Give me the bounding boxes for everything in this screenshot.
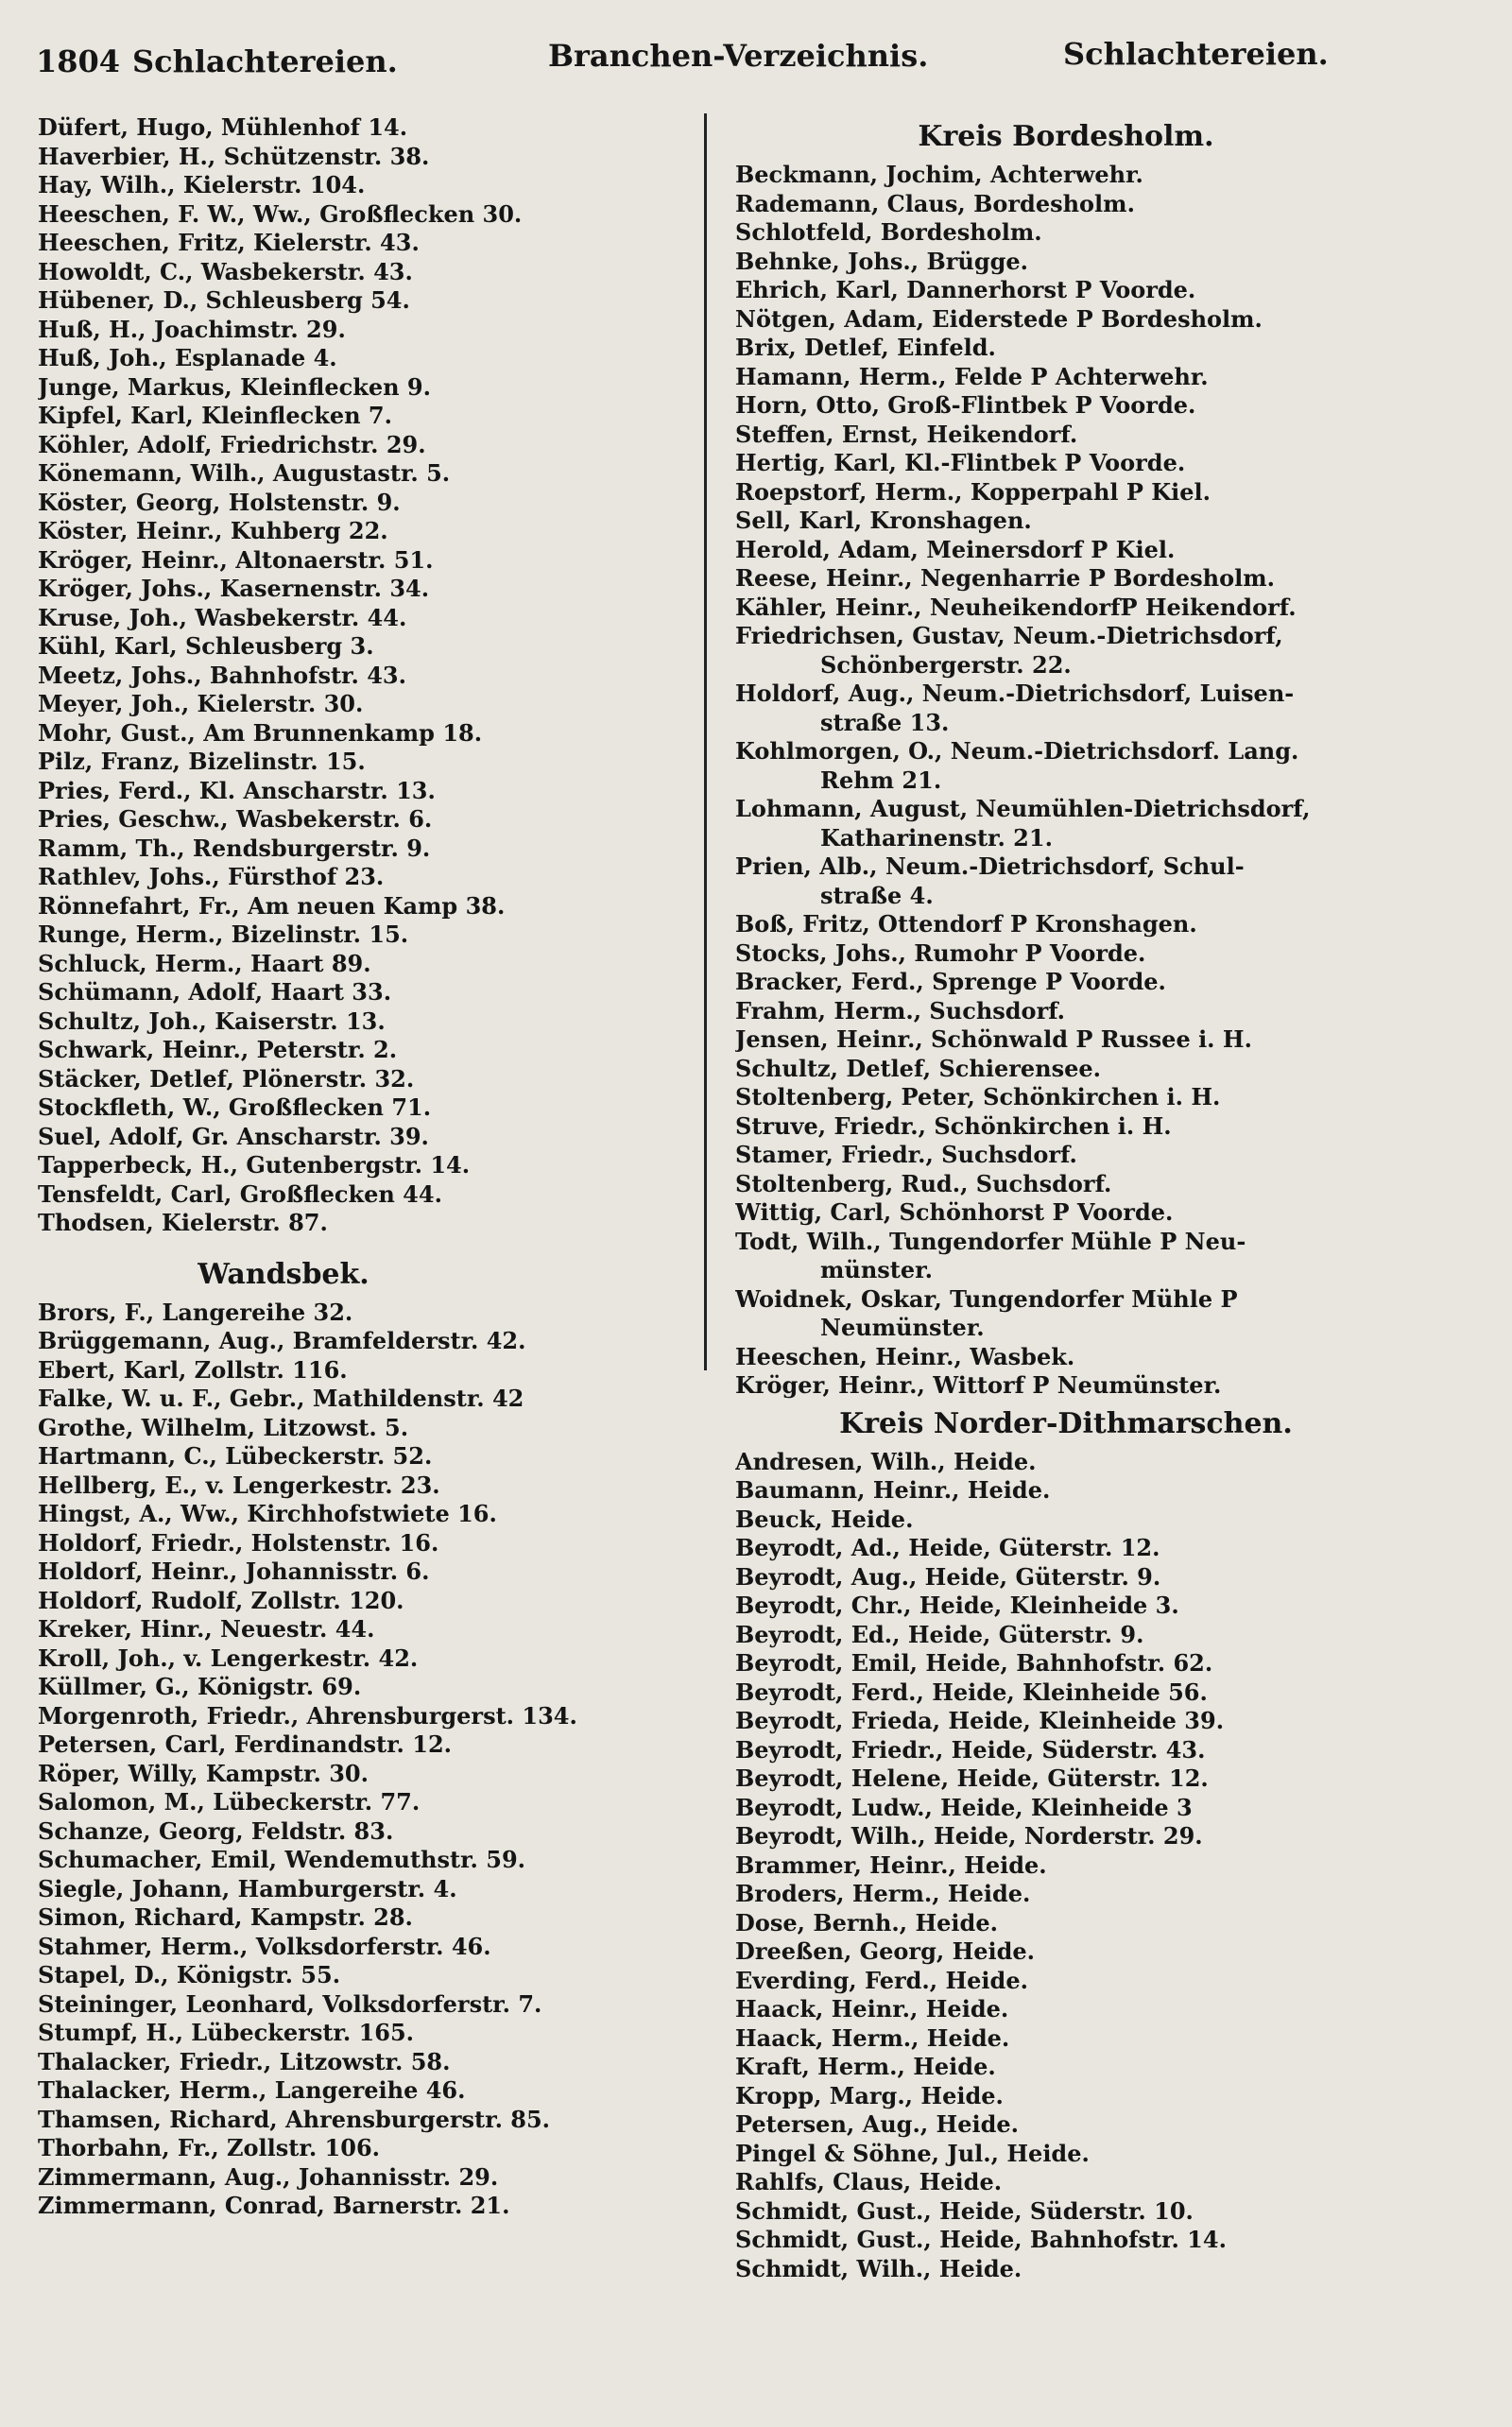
directory-entry: Beyrodt, Emil, Heide, Bahnhofstr. 62. — [735, 1649, 1213, 1677]
directory-entry: Andresen, Wilh., Heide. — [735, 1447, 1037, 1475]
directory-entry: Holdorf, Friedr., Holstenstr. 16. — [38, 1528, 439, 1557]
directory-entry: Rahlfs, Claus, Heide. — [735, 2168, 1003, 2195]
directory-entry: Köster, Georg, Holstenstr. 9. — [38, 488, 401, 516]
directory-entry: Haack, Heinr., Heide. — [735, 1995, 1009, 2022]
directory-entry: Zimmermann, Aug., Johannisstr. 29. — [38, 2162, 499, 2191]
directory-entry: Schmidt, Wilh., Heide. — [735, 2254, 1022, 2282]
directory-entry: Köster, Heinr., Kuhberg 22. — [38, 517, 388, 544]
directory-entry: Pingel & Söhne, Jul., Heide. — [735, 2139, 1090, 2167]
directory-entry: Reese, Heinr., Negenharrie P Bordesholm. — [735, 564, 1275, 592]
directory-entry: Grothe, Wilhelm, Litzowst. 5. — [38, 1413, 409, 1441]
directory-entry: Falke, W. u. F., Gebr., Mathildenstr. 42 — [38, 1385, 524, 1412]
directory-entry: Schanze, Georg, Feldstr. 83. — [38, 1816, 394, 1845]
directory-entry: Prien, Alb., Neum.-Dietrichsdorf, Schul- — [735, 852, 1245, 880]
directory-entry: Beyrodt, Friedr., Heide, Süderstr. 43. — [735, 1735, 1206, 1764]
directory-entry: Stapel, D., Königstr. 55. — [38, 1961, 341, 1988]
directory-entry: Beyrodt, Ad., Heide, Güterstr. 12. — [735, 1534, 1160, 1561]
directory-entry: Meyer, Joh., Kielerstr. 30. — [38, 690, 364, 717]
directory-entry: Kohlmorgen, O., Neum.-Dietrichsdorf. Lang. — [735, 737, 1299, 765]
directory-entry: Kroll, Joh., v. Lengerkestr. 42. — [38, 1644, 419, 1672]
directory-entry: Stamer, Friedr., Suchsdorf. — [735, 1141, 1077, 1168]
page-number: 1804 — [36, 43, 121, 79]
left-entry-list — [38, 113, 699, 1238]
directory-entry: Tensfeldt, Carl, Großflecken 44. — [38, 1179, 442, 1208]
header-right-title: Schlachtereien. — [1063, 36, 1329, 72]
directory-entry: Meetz, Johs., Bahnhofstr. 43. — [38, 661, 406, 689]
directory-entry: Behnke, Johs., Brügge. — [735, 247, 1029, 275]
directory-entry: Brüggemann, Aug., Bramfelderstr. 42. — [38, 1327, 526, 1354]
directory-entry: Beyrodt, Wilh., Heide, Norderstr. 29. — [735, 1822, 1203, 1850]
directory-entry: Kreker, Hinr., Neuestr. 44. — [38, 1615, 375, 1643]
directory-entry: Petersen, Aug., Heide. — [735, 2110, 1019, 2138]
directory-entry: Broders, Herm., Heide. — [735, 1880, 1031, 1907]
directory-entry: Beyrodt, Ed., Heide, Güterstr. 9. — [735, 1620, 1144, 1648]
directory-entry: Kühl, Karl, Schleusberg 3. — [38, 632, 374, 660]
directory-entry: Tapperbeck, H., Gutenbergstr. 14. — [38, 1151, 471, 1179]
directory-entry: Düfert, Hugo, Mühlenhof 14. — [38, 113, 408, 141]
directory-entry: Huß, H., Joachimstr. 29. — [38, 315, 346, 343]
directory-entry: Stumpf, H., Lübeckerstr. 165. — [38, 2019, 415, 2046]
directory-entry: Roepstorf, Herm., Kopperpahl P Kiel. — [735, 477, 1211, 506]
directory-entry: Everding, Ferd., Heide. — [735, 1966, 1028, 1994]
entry-continuation: münster. — [820, 1256, 933, 1283]
directory-entry: Schwark, Heinr., Peterstr. 2. — [38, 1036, 398, 1063]
directory-entry: Mohr, Gust., Am Brunnenkamp 18. — [38, 718, 483, 747]
directory-entry: Struve, Friedr., Schönkirchen i. H. — [735, 1111, 1172, 1140]
directory-entry: Dose, Bernh., Heide. — [735, 1908, 998, 1936]
header-left-title: Schlachtereien. — [132, 43, 398, 79]
directory-entry: Steffen, Ernst, Heikendorf. — [735, 420, 1078, 448]
directory-entry: Nötgen, Adam, Eiderstede P Bordesholm. — [735, 304, 1263, 333]
directory-entry: Junge, Markus, Kleinflecken 9. — [38, 372, 431, 401]
directory-entry: Schmidt, Gust., Heide, Bahnhofstr. 14. — [735, 2226, 1227, 2253]
directory-entry: Pilz, Franz, Bizelinstr. 15. — [38, 748, 366, 775]
left-column — [38, 113, 699, 2221]
directory-entry: Stoltenberg, Rud., Suchsdorf. — [735, 1169, 1112, 1197]
directory-entry: Pries, Geschw., Wasbekerstr. 6. — [38, 805, 433, 833]
directory-entry: Heeschen, Heinr., Wasbek. — [735, 1342, 1075, 1370]
directory-entry: Schultz, Detlef, Schierensee. — [735, 1054, 1101, 1082]
directory-entry: Brors, F., Langereihe 32. — [38, 1298, 353, 1326]
directory-entry: Könemann, Wilh., Augustastr. 5. — [38, 459, 451, 487]
directory-entry: Brammer, Heinr., Heide. — [735, 1850, 1047, 1879]
directory-entry: Beyrodt, Helene, Heide, Güterstr. 12. — [735, 1764, 1209, 1792]
directory-entry: Hamann, Herm., Felde P Achterwehr. — [735, 362, 1209, 390]
directory-entry: Rademann, Claus, Bordesholm. — [735, 189, 1135, 217]
section-title-wandsbek: Wandsbek. — [198, 1257, 369, 1291]
directory-entry: Schumacher, Emil, Wendemuthstr. 59. — [38, 1846, 526, 1873]
directory-entry: Rönnefahrt, Fr., Am neuen Kamp 38. — [38, 891, 506, 920]
directory-entry: Kröger, Johs., Kasernenstr. 34. — [38, 575, 430, 602]
directory-entry: Holdorf, Heinr., Johannisstr. 6. — [38, 1558, 430, 1585]
directory-entry: Schümann, Adolf, Haart 33. — [38, 978, 392, 1006]
section-title-kreis-norder-dithmarschen: Kreis Norder-Dithmarschen. — [839, 1406, 1293, 1440]
entry-continuation: straße 13. — [820, 708, 950, 736]
directory-entry: Simon, Richard, Kampstr. 28. — [38, 1903, 413, 1931]
entry-continuation: Schönbergerstr. 22. — [820, 650, 1072, 679]
directory-entry: Howoldt, C., Wasbekerstr. 43. — [38, 257, 413, 285]
directory-entry: Schmidt, Gust., Heide, Süderstr. 10. — [735, 2196, 1194, 2225]
directory-entry: Heeschen, F. W., Ww., Großflecken 30. — [38, 199, 523, 228]
directory-entry: Beyrodt, Frieda, Heide, Kleinheide 39. — [735, 1707, 1225, 1734]
directory-entry: Thalacker, Herm., Langereihe 46. — [38, 2076, 466, 2104]
directory-entry: Stahmer, Herm., Volksdorferstr. 46. — [38, 1932, 491, 1960]
directory-entry: Kruse, Joh., Wasbekerstr. 44. — [38, 603, 407, 631]
directory-entry: Huß, Joh., Esplanade 4. — [38, 344, 337, 371]
entry-continuation: Rehm 21. — [820, 766, 942, 794]
directory-entry: Ebert, Karl, Zollstr. 116. — [38, 1355, 348, 1384]
directory-entry: Steininger, Leonhard, Volksdorferstr. 7. — [38, 1989, 542, 2018]
directory-entry: Beuck, Heide. — [735, 1505, 914, 1533]
directory-entry: Beyrodt, Chr., Heide, Kleinheide 3. — [735, 1592, 1179, 1619]
directory-entry: Kipfel, Karl, Kleinflecken 7. — [38, 402, 392, 429]
directory-entry: Thorbahn, Fr., Zollstr. 106. — [38, 2134, 380, 2161]
directory-entry: Kähler, Heinr., NeuheikendorfP Heikendorf. — [735, 593, 1297, 621]
directory-entry: Stockfleth, W., Großflecken 71. — [38, 1093, 432, 1121]
directory-entry: Woidnek, Oskar, Tungendorfer Mühle P — [735, 1284, 1238, 1313]
directory-entry: Dreeßen, Georg, Heide. — [735, 1937, 1036, 1965]
directory-entry: Küllmer, G., Königstr. 69. — [38, 1673, 362, 1700]
directory-entry: Siegle, Johann, Hamburgerstr. 4. — [38, 1874, 457, 1902]
directory-entry: Rathlev, Johs., Fürsthof 23. — [38, 863, 385, 890]
directory-entry: Kröger, Heinr., Altonaerstr. 51. — [38, 545, 434, 574]
directory-entry: Thamsen, Richard, Ahrensburgerstr. 85. — [38, 2105, 551, 2133]
directory-entry: Haack, Herm., Heide. — [735, 2023, 1010, 2052]
directory-entry: Herold, Adam, Meinersdorf P Kiel. — [735, 535, 1176, 563]
entry-continuation: Katharinenstr. 21. — [820, 823, 1053, 852]
directory-entry: Lohmann, August, Neumühlen-Dietrichsdorf, — [735, 795, 1311, 822]
directory-entry: Beyrodt, Aug., Heide, Güterstr. 9. — [735, 1562, 1161, 1591]
directory-entry: Hübener, D., Schleusberg 54. — [38, 286, 410, 314]
directory-entry: Pries, Ferd., Kl. Anscharstr. 13. — [38, 776, 436, 804]
directory-entry: Hay, Wilh., Kielerstr. 104. — [38, 171, 366, 198]
directory-entry: Hartmann, C., Lübeckerstr. 52. — [38, 1442, 433, 1470]
directory-entry: Kröger, Heinr., Wittorf P Neumünster. — [735, 1371, 1222, 1399]
directory-entry: Jensen, Heinr., Schönwald P Russee i. H. — [735, 1025, 1252, 1053]
directory-entry: Schultz, Joh., Kaiserstr. 13. — [38, 1007, 386, 1035]
directory-entry: Hertig, Karl, Kl.-Flintbek P Voorde. — [735, 449, 1186, 476]
directory-entry: Köhler, Adolf, Friedrichstr. 29. — [38, 430, 426, 458]
dithmarschen-entry-list — [735, 1448, 1491, 2284]
directory-entry: Haverbier, H., Schützenstr. 38. — [38, 142, 430, 170]
directory-entry: Stäcker, Detlef, Plönerstr. 32. — [38, 1064, 415, 1093]
directory-entry: Wittig, Carl, Schönhorst P Voorde. — [735, 1198, 1174, 1226]
directory-entry: Heeschen, Fritz, Kielerstr. 43. — [38, 229, 420, 256]
directory-entry: Hingst, A., Ww., Kirchhofstwiete 16. — [38, 1500, 497, 1527]
directory-entry: Baumann, Heinr., Heide. — [735, 1476, 1051, 1504]
directory-entry: Holdorf, Aug., Neum.-Dietrichsdorf, Luisen- — [735, 680, 1295, 707]
section-title-kreis-bordesholm: Kreis Bordesholm. — [918, 120, 1214, 153]
entry-continuation: Neumünster. — [820, 1314, 985, 1341]
directory-entry: Todt, Wilh., Tungendorfer Mühle P Neu- — [735, 1227, 1246, 1255]
directory-entry: Horn, Otto, Groß-Flintbek P Voorde. — [735, 391, 1196, 419]
wandsbek-entry-list — [38, 1299, 699, 2221]
entry-continuation: straße 4. — [820, 881, 934, 909]
directory-entry: Kropp, Marg., Heide. — [735, 2081, 1004, 2109]
directory-entry: Frahm, Herm., Suchsdorf. — [735, 996, 1066, 1024]
directory-entry: Stoltenberg, Peter, Schönkirchen i. H. — [735, 1083, 1221, 1110]
directory-entry: Stocks, Johs., Rumohr P Voorde. — [735, 938, 1146, 967]
directory-entry: Ramm, Th., Rendsburgerstr. 9. — [38, 834, 431, 862]
directory-entry: Beyrodt, Ferd., Heide, Kleinheide 56. — [735, 1678, 1208, 1706]
directory-entry: Hellberg, E., v. Lengerkestr. 23. — [38, 1471, 440, 1499]
bordesholm-entry-list — [735, 161, 1491, 1401]
directory-entry: Friedrichsen, Gustav, Neum.-Dietrichsdorf, — [735, 622, 1283, 649]
directory-entry: Holdorf, Rudolf, Zollstr. 120. — [38, 1586, 404, 1614]
column-divider — [704, 113, 707, 1370]
directory-entry: Suel, Adolf, Gr. Anscharstr. 39. — [38, 1122, 429, 1150]
directory-entry: Thalacker, Friedr., Litzowstr. 58. — [38, 2047, 451, 2075]
directory-entry: Beckmann, Jochim, Achterwehr. — [735, 161, 1143, 188]
directory-entry: Bracker, Ferd., Sprenge P Voorde. — [735, 968, 1166, 995]
directory-entry: Morgenroth, Friedr., Ahrensburgerst. 134. — [38, 1701, 577, 1730]
directory-entry: Röper, Willy, Kampstr. 30. — [38, 1759, 369, 1787]
directory-entry: Ehrich, Karl, Dannerhorst P Voorde. — [735, 276, 1196, 303]
directory-entry: Schluck, Herm., Haart 89. — [38, 949, 371, 977]
directory-entry: Boß, Fritz, Ottendorf P Kronshagen. — [735, 910, 1197, 938]
directory-entry: Salomon, M., Lübeckerstr. 77. — [38, 1788, 421, 1816]
directory-entry: Runge, Herm., Bizelinstr. 15. — [38, 921, 409, 948]
directory-entry: Sell, Karl, Kronshagen. — [735, 507, 1032, 534]
directory-entry: Schlotfeld, Bordesholm. — [735, 218, 1042, 246]
directory-entry: Thodsen, Kielerstr. 87. — [38, 1209, 328, 1236]
right-column — [735, 113, 1491, 2283]
directory-entry: Brix, Detlef, Einfeld. — [735, 334, 996, 361]
header-center-title: Branchen-Verzeichnis. — [548, 38, 929, 74]
directory-entry: Zimmermann, Conrad, Barnerstr. 21. — [38, 2192, 510, 2219]
directory-entry: Kraft, Herm., Heide. — [735, 2053, 996, 2080]
page-header — [0, 36, 1512, 83]
directory-entry: Petersen, Carl, Ferdinandstr. 12. — [38, 1730, 453, 1758]
directory-entry: Beyrodt, Ludw., Heide, Kleinheide 3 — [735, 1793, 1193, 1821]
